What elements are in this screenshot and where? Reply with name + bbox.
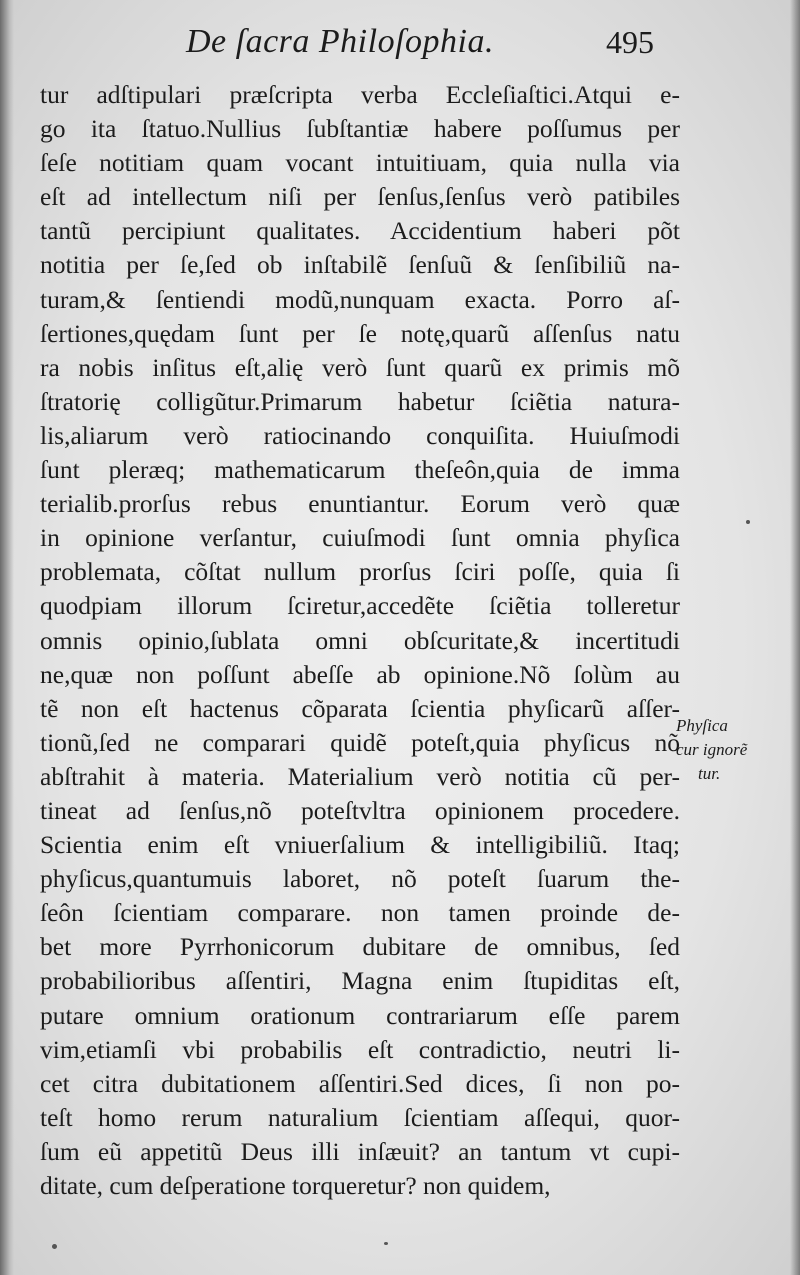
text-line: abſtrahit à materia. Materialium verò notitia cũ per- <box>40 761 680 791</box>
marginal-note-line: Phyſica <box>676 716 728 735</box>
text-line: probabilioribus aſſentiri, Magna enim ſtupiditas eſt, <box>40 966 680 996</box>
text-line: ſtratorię colligũtur.Primarum habetur ſciẽtia natura- <box>40 386 680 416</box>
ink-speck <box>746 520 750 524</box>
text-line: quodpiam illorum ſciretur,accedẽte ſciẽtia tolleretur <box>40 591 680 621</box>
text-line: turam,& ſentiendi modũ,nunquam exacta. Porro aſ- <box>40 284 680 314</box>
page-gutter-shadow <box>0 0 14 1275</box>
text-line: omnis opinio,ſublata omni obſcuritate,& incertitudi <box>40 625 680 655</box>
text-line: ne,quæ non poſſunt abeſſe ab opinione.Nõ ſolùm au <box>40 659 680 689</box>
text-line: in opinione verſantur, cuiuſmodi ſunt omnia phyſica <box>40 523 680 553</box>
text-line: Scientia enim eſt vniuerſalium & intelligibiliũ. Itaq; <box>40 830 680 860</box>
running-title: De ſacra Philoſophia. <box>186 23 494 60</box>
text-line: terialib.prorſus rebus enuntiantur. Eorum verò quæ <box>40 489 680 519</box>
ink-speck <box>52 1244 57 1249</box>
text-line: ſeſe notitiam quam vocant intuitiuam, quia nulla via <box>40 148 680 178</box>
text-line: tantũ percipiunt qualitates. Accidentium haberi põt <box>40 216 680 246</box>
text-line: lis,aliarum verò ratiocinando conquiſita. Huiuſmodi <box>40 420 680 450</box>
text-line: bet more Pyrrhonicorum dubitare de omnibus, ſed <box>40 932 680 962</box>
text-line: tionũ,ſed ne comparari quidẽ poteſt,quia phyſicus nõ <box>40 727 680 757</box>
text-line: tineat ad ſenſus,nõ poteſtvltra opinionem procedere. <box>40 795 680 825</box>
text-line: teſt homo rerum naturalium ſcientiam aſſequi, quor- <box>40 1102 680 1132</box>
text-line: ra nobis inſitus eſt,alię verò ſunt quarũ ex primis mõ <box>40 352 680 382</box>
marginal-note <box>676 714 786 786</box>
text-line: ſunt pleræq; mathematicarum theſeôn,quia de imma <box>40 455 680 485</box>
ink-speck <box>384 1242 388 1245</box>
text-line: tur adſtipulari præſcripta verba Eccleſiaſtici.Atqui e- <box>40 80 680 109</box>
marginal-note-line: cur ignorẽ <box>676 740 748 759</box>
text-line: ſeôn ſcientiam comparare. non tamen proinde de- <box>40 898 680 928</box>
text-line: eſt ad intellectum niſi per ſenſus,ſenſus verò patibiles <box>40 182 680 212</box>
text-line: problemata, cõſtat nullum prorſus ſciri poſſe, quia ſi <box>40 557 680 587</box>
text-line: putare omnium orationum contrariarum eſſe parem <box>40 1000 680 1030</box>
text-line: phyſicus,quantumuis laboret, nõ poteſt ſuarum the- <box>40 864 680 894</box>
page-number: 495 <box>606 24 654 60</box>
text-line: notitia per ſe,ſed ob inſtabilẽ ſenſuũ & ſenſibiliũ na- <box>40 250 680 280</box>
page-header <box>0 14 800 74</box>
text-line: vim,etiamſi vbi probabilis eſt contradictio, neutri li- <box>40 1034 680 1064</box>
page-edge-shadow <box>790 0 800 1275</box>
text-line: ſertiones,quędam ſunt per ſe notę,quarũ aſſenſus natu <box>40 318 680 348</box>
marginal-note-line: tur. <box>698 764 721 783</box>
text-line: ditate, cum deſperatione torqueretur? non quidem, <box>40 1171 551 1200</box>
text-line: ſum eũ appetitũ Deus illi inſæuit? an tantum vt cupi- <box>40 1136 680 1166</box>
text-line: go ita ſtatuo.Nullius ſubſtantiæ habere poſſumus per <box>40 114 680 144</box>
body-text <box>40 78 680 1203</box>
text-line: cet citra dubitationem aſſentiri.Sed dices, ſi non po- <box>40 1068 680 1098</box>
text-line: tẽ non eſt hactenus cõparata ſcientia phyſicarũ aſſer- <box>40 693 680 723</box>
